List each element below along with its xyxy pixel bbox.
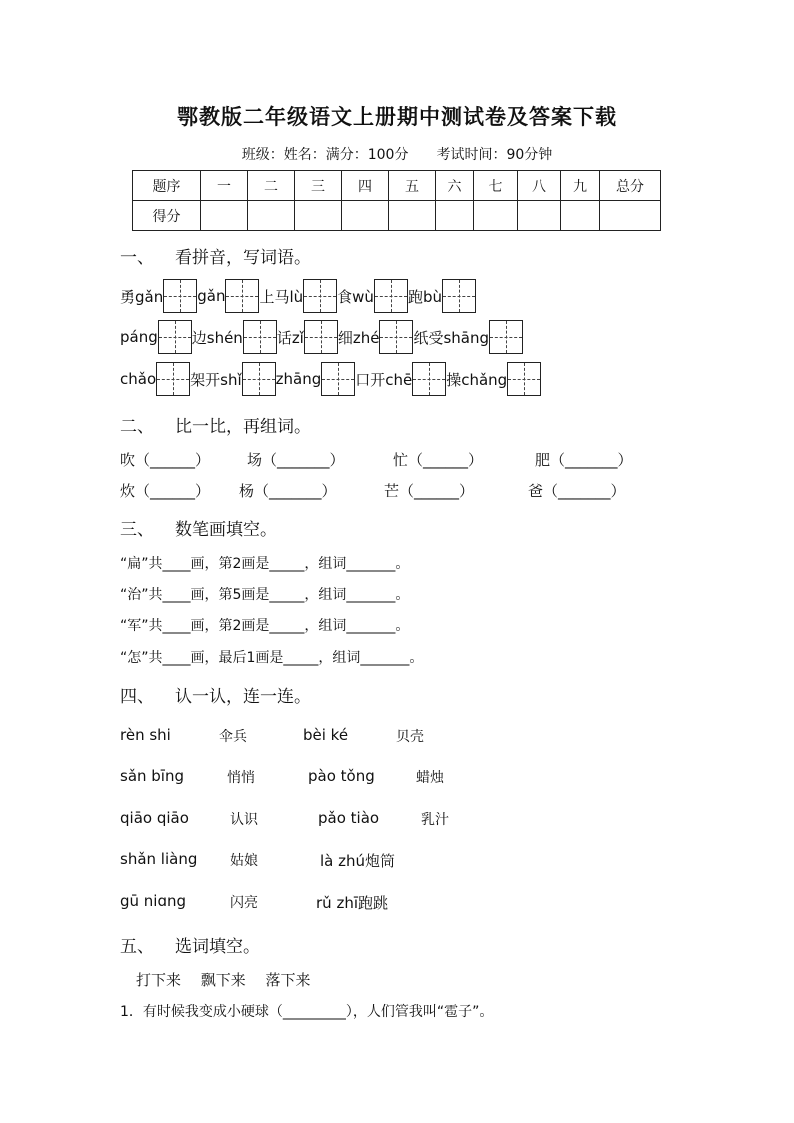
writing-box[interactable] — [412, 362, 446, 396]
pinyin-prompt: chǎo — [120, 370, 157, 388]
table-cell: 二 — [248, 171, 295, 201]
writing-box[interactable] — [156, 362, 190, 396]
pinyin-prompt: zhāng — [275, 370, 322, 388]
writing-box[interactable] — [243, 320, 277, 354]
pinyin-row-2 — [120, 320, 523, 354]
score-cell[interactable] — [600, 201, 661, 231]
match-pinyin[interactable]: rèn shi — [120, 726, 171, 744]
pinyin-prompt: 细zhé — [337, 328, 380, 347]
writing-box[interactable] — [507, 362, 541, 396]
page-title: 鄂教版二年级语文上册期中测试卷及答案下载 — [177, 104, 617, 129]
fill-question-1[interactable]: 1．有时候我变成小硬球（_________），人们管我叫“雹子”。 — [120, 1004, 494, 1020]
section-title: 认一认，连一连。 — [175, 687, 311, 707]
score-cell[interactable] — [295, 201, 342, 231]
table-cell: 九 — [561, 171, 600, 201]
match-word[interactable]: 蜡烛 — [416, 770, 444, 786]
match-pinyin[interactable]: là zhú炮筒 — [320, 852, 396, 870]
exam-info: 班级：姓名：满分：100分 考试时间：90分钟 — [241, 147, 553, 163]
stroke-question[interactable]: “军”共____画，第2画是_____，组词_______。 — [120, 618, 410, 634]
writing-box[interactable] — [321, 362, 355, 396]
score-cell[interactable] — [389, 201, 436, 231]
writing-box[interactable] — [304, 320, 338, 354]
word-choices: 打下来 飘下来 落下来 — [136, 971, 311, 989]
section-title: 看拼音，写词语。 — [175, 248, 311, 268]
writing-box[interactable] — [158, 320, 192, 354]
match-word[interactable]: 闪亮 — [230, 895, 258, 911]
pinyin-prompt: gǎn — [197, 287, 226, 305]
compare-item[interactable]: 炊（______） — [120, 482, 211, 500]
compare-item[interactable]: 杨（_______） — [239, 482, 337, 500]
match-pinyin[interactable]: sǎn bīng — [120, 767, 184, 785]
match-pinyin[interactable]: qiāo qiāo — [120, 809, 189, 827]
section-number: 五、 — [120, 937, 154, 957]
match-word[interactable]: 伞兵 — [219, 729, 247, 745]
table-cell: 五 — [389, 171, 436, 201]
pinyin-prompt: páng — [120, 328, 158, 346]
score-cell[interactable] — [474, 201, 518, 231]
section-title: 比一比，再组词。 — [175, 417, 311, 437]
pinyin-row-3 — [120, 362, 541, 396]
writing-box[interactable] — [242, 362, 276, 396]
table-cell: 六 — [436, 171, 474, 201]
match-pinyin[interactable]: gū niɑng — [120, 892, 187, 910]
compare-item[interactable]: 忙（______） — [393, 451, 484, 469]
section-title: 数笔画填空。 — [175, 520, 277, 540]
pinyin-prompt: 口开chē — [355, 370, 413, 389]
score-cell[interactable] — [518, 201, 561, 231]
compare-item[interactable]: 爸（_______） — [528, 482, 626, 500]
section-1-heading — [120, 243, 311, 268]
section-number: 四、 — [120, 687, 154, 707]
score-table-header-row — [133, 171, 661, 201]
pinyin-prompt: 跑bù — [407, 287, 442, 306]
table-cell: 七 — [474, 171, 518, 201]
stroke-question[interactable]: “怎”共____画，最后1画是_____，组词_______。 — [120, 650, 424, 666]
match-word[interactable]: 姑娘 — [230, 853, 258, 869]
match-pinyin[interactable]: bèi ké — [303, 726, 349, 744]
pinyin-prompt: 边shén — [191, 328, 243, 347]
section-number: 一、 — [120, 248, 154, 268]
match-word[interactable]: 贝壳 — [396, 729, 424, 745]
writing-box[interactable] — [225, 279, 259, 313]
score-table — [132, 170, 661, 231]
pinyin-prompt: 食wù — [337, 287, 374, 306]
score-table-score-row — [133, 201, 661, 231]
pinyin-prompt: 纸受shāng — [413, 328, 490, 347]
match-pinyin[interactable]: shǎn liàng — [120, 850, 198, 868]
score-cell[interactable] — [248, 201, 295, 231]
compare-item[interactable]: 肥（_______） — [535, 451, 633, 469]
table-cell: 总分 — [600, 171, 661, 201]
compare-item[interactable]: 芒（______） — [384, 482, 475, 500]
table-cell: 三 — [295, 171, 342, 201]
writing-box[interactable] — [374, 279, 408, 313]
table-cell: 八 — [518, 171, 561, 201]
section-2-heading — [120, 412, 311, 437]
stroke-question[interactable]: “治”共____画，第5画是_____，组词_______。 — [120, 587, 410, 603]
match-pinyin[interactable]: pǎo tiào — [318, 809, 380, 827]
table-cell: 一 — [201, 171, 248, 201]
section-number: 二、 — [120, 417, 154, 437]
writing-box[interactable] — [442, 279, 476, 313]
table-cell: 四 — [342, 171, 389, 201]
compare-item[interactable]: 场（_______） — [247, 451, 345, 469]
pinyin-prompt: 话zǐ — [276, 328, 304, 347]
table-cell: 得分 — [133, 201, 201, 231]
section-4-heading — [120, 682, 311, 707]
section-number: 三、 — [120, 520, 154, 540]
match-word[interactable]: 乳汁 — [421, 812, 449, 828]
match-pinyin[interactable]: rǔ zhī跑跳 — [316, 894, 388, 912]
writing-box[interactable] — [303, 279, 337, 313]
stroke-question[interactable]: “扁”共____画，第2画是_____，组词_______。 — [120, 556, 410, 572]
score-cell[interactable] — [342, 201, 389, 231]
writing-box[interactable] — [163, 279, 197, 313]
match-word[interactable]: 认识 — [230, 812, 258, 828]
match-word[interactable]: 悄悄 — [227, 770, 255, 786]
pinyin-prompt: 勇gǎn — [120, 287, 164, 306]
score-cell[interactable] — [436, 201, 474, 231]
section-title: 选词填空。 — [175, 937, 260, 957]
compare-item[interactable]: 吹（______） — [120, 451, 211, 469]
pinyin-prompt: 架开shǐ — [190, 370, 242, 389]
pinyin-prompt: 上马lù — [259, 287, 304, 306]
writing-box[interactable] — [379, 320, 413, 354]
section-5-heading — [120, 932, 260, 957]
pinyin-row-1 — [120, 279, 476, 313]
section-3-heading — [120, 515, 277, 540]
writing-box[interactable] — [489, 320, 523, 354]
score-cell[interactable] — [561, 201, 600, 231]
match-pinyin[interactable]: pào tǒng — [308, 767, 375, 785]
score-cell[interactable] — [201, 201, 248, 231]
table-cell: 题序 — [133, 171, 201, 201]
pinyin-prompt: 操chǎng — [446, 370, 508, 389]
